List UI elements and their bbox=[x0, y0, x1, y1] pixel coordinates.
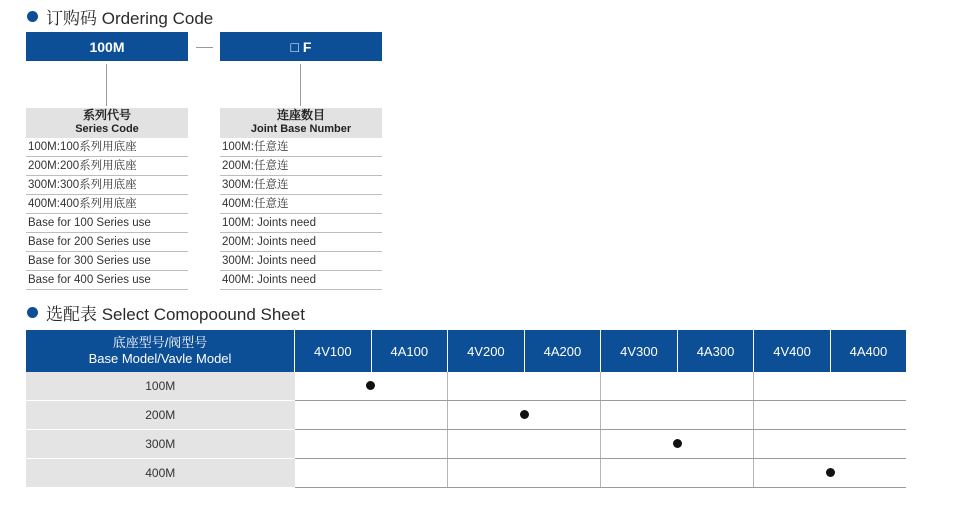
list-item: Base for 300 Series use bbox=[26, 252, 188, 271]
list-item: 100M: Joints need bbox=[220, 214, 382, 233]
table-cell bbox=[754, 372, 906, 401]
model-header-en: Base Model/Vavle Model bbox=[88, 351, 232, 366]
table-cell bbox=[601, 459, 754, 488]
compatible-mark-icon bbox=[826, 468, 835, 477]
table-row bbox=[26, 372, 906, 401]
table-row bbox=[26, 401, 906, 430]
table-cell bbox=[448, 430, 601, 459]
code-separator-dash bbox=[196, 47, 213, 48]
series-code-header-zh: 系列代号 bbox=[82, 108, 131, 122]
compatible-mark-icon bbox=[366, 381, 375, 390]
ordering-code-title-text: 订购码 Ordering Code bbox=[46, 9, 214, 28]
column-header: 4V300 bbox=[601, 330, 678, 372]
list-item: 100M:100系列用底座 bbox=[26, 138, 188, 157]
select-sheet-title bbox=[27, 300, 305, 325]
section-bullet-icon bbox=[27, 11, 38, 22]
select-table-header bbox=[26, 330, 906, 372]
table-row bbox=[26, 430, 906, 459]
list-item: 200M:200系列用底座 bbox=[26, 157, 188, 176]
row-label: 200M bbox=[26, 401, 295, 430]
list-item: 200M: Joints need bbox=[220, 233, 382, 252]
ordering-code-title bbox=[27, 4, 213, 29]
table-row bbox=[26, 459, 906, 488]
table-cell bbox=[295, 459, 448, 488]
series-code-box: 100M bbox=[26, 32, 188, 61]
list-item: 400M: Joints need bbox=[220, 271, 382, 290]
select-table bbox=[26, 330, 906, 488]
column-header: 4A100 bbox=[371, 330, 448, 372]
select-sheet-title-text: 选配表 Select Comopoound Sheet bbox=[46, 305, 305, 324]
joint-number-list bbox=[220, 106, 382, 290]
series-code-header bbox=[26, 108, 188, 138]
section-bullet-icon bbox=[27, 307, 38, 318]
series-connector-line bbox=[106, 64, 107, 106]
joint-number-header bbox=[220, 108, 382, 138]
row-label: 100M bbox=[26, 372, 295, 401]
table-cell bbox=[448, 401, 601, 430]
list-item: Base for 400 Series use bbox=[26, 271, 188, 290]
column-header: 4A300 bbox=[677, 330, 754, 372]
table-cell bbox=[448, 372, 601, 401]
column-header: 4A400 bbox=[830, 330, 906, 372]
table-cell bbox=[601, 372, 754, 401]
compatible-mark-icon bbox=[673, 439, 682, 448]
joint-number-box: □ F bbox=[220, 32, 382, 61]
joint-connector-line bbox=[300, 64, 301, 106]
series-code-header-en: Series Code bbox=[75, 123, 139, 135]
series-code-list bbox=[26, 106, 188, 290]
table-cell bbox=[601, 401, 754, 430]
list-item: 300M: Joints need bbox=[220, 252, 382, 271]
list-item: 200M:任意连 bbox=[220, 157, 382, 176]
table-cell bbox=[295, 401, 448, 430]
list-item: Base for 100 Series use bbox=[26, 214, 188, 233]
row-label: 300M bbox=[26, 430, 295, 459]
joint-number-header-en: Joint Base Number bbox=[250, 123, 352, 135]
joint-number-header-zh: 连座数目 bbox=[276, 108, 325, 122]
list-item: 100M:任意连 bbox=[220, 138, 382, 157]
select-table-body bbox=[26, 372, 906, 488]
column-header: 4A200 bbox=[524, 330, 601, 372]
list-item: 300M:300系列用底座 bbox=[26, 176, 188, 195]
list-item: 300M:任意连 bbox=[220, 176, 382, 195]
model-header-zh: 底座型号/阀型号 bbox=[112, 335, 208, 350]
row-label: 400M bbox=[26, 459, 295, 488]
model-header-cell bbox=[26, 330, 295, 372]
table-cell bbox=[601, 430, 754, 459]
list-item: 400M:任意连 bbox=[220, 195, 382, 214]
table-cell bbox=[295, 430, 448, 459]
list-item: Base for 200 Series use bbox=[26, 233, 188, 252]
table-cell bbox=[754, 430, 906, 459]
compatible-mark-icon bbox=[520, 410, 529, 419]
column-header: 4V400 bbox=[754, 330, 831, 372]
table-cell bbox=[754, 459, 906, 488]
table-cell bbox=[295, 372, 448, 401]
list-item: 400M:400系列用底座 bbox=[26, 195, 188, 214]
table-cell bbox=[448, 459, 601, 488]
column-header: 4V200 bbox=[448, 330, 525, 372]
column-header: 4V100 bbox=[295, 330, 372, 372]
table-cell bbox=[754, 401, 906, 430]
